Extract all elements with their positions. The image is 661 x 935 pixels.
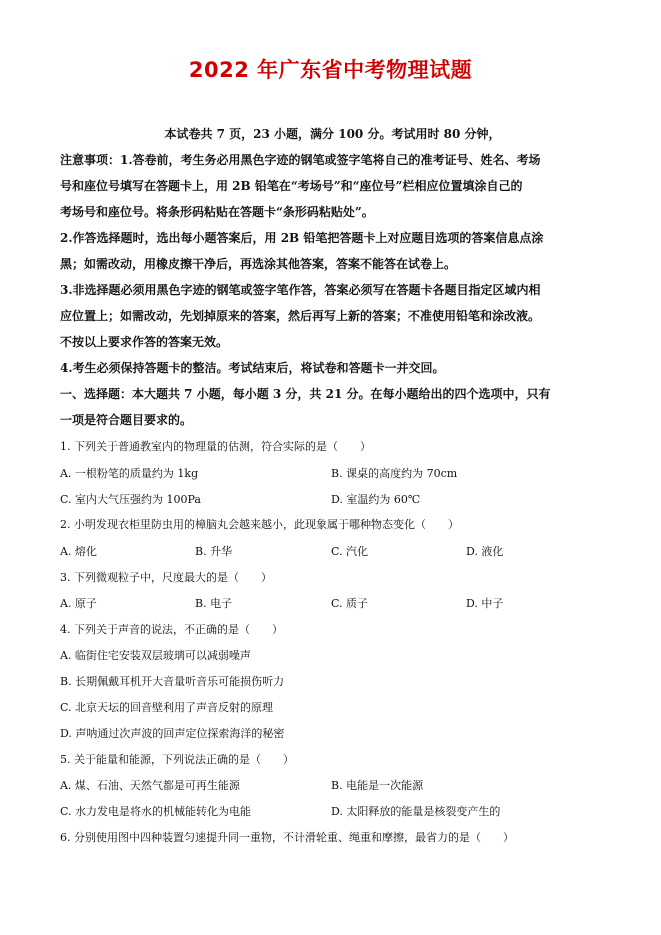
question-3-option-c: C. 质子 xyxy=(331,597,369,610)
question-2-option-c: C. 汽化 xyxy=(331,545,369,558)
notes-line-2: 号和座位号填写在答题卡上，用 2B 铅笔在“考场号”和“座位号”栏相应位置填涂自己的 xyxy=(60,179,523,193)
question-3-option-b: B. 电子 xyxy=(195,597,233,610)
question-1-option-b: B. 课桌的高度约为 70cm xyxy=(331,467,458,480)
notes-line-6: 3.非选择题必须用黑色字迹的钢笔或签字笔作答，答案必须写在答题卡各题目指定区域内相 xyxy=(60,283,541,297)
page-title: 2022 年广东省中考物理试题 xyxy=(188,58,473,82)
question-4-option-a: A. 临街住宅安装双层玻璃可以减弱噪声 xyxy=(60,649,251,662)
question-4-option-c: C. 北京天坛的回音壁利用了声音反射的原理 xyxy=(60,701,274,714)
notes-line-4: 2.作答选择题时，选出每小题答案后，用 2B 铅笔把答题卡上对应题目选项的答案信息点涂 xyxy=(60,231,544,245)
notes-line-8: 不按以上要求作答的答案无效。 xyxy=(60,335,229,349)
question-3-stem: 3. 下列微观粒子中，尺度最大的是（ ） xyxy=(60,571,272,584)
notes-line-3: 考场号和座位号。将条形码粘贴在答题卡“条形码粘贴处”。 xyxy=(60,205,374,219)
notes-line-7: 应位置上；如需改动，先划掉原来的答案，然后再写上新的答案；不准使用铅笔和涂改液。 xyxy=(60,309,541,323)
question-2-option-d: D. 液化 xyxy=(466,545,504,558)
notes-line-5: 黑；如需改动，用橡皮擦干净后，再选涂其他答案，答案不能答在试卷上。 xyxy=(60,257,457,271)
question-1-option-a: A. 一根粉笔的质量约为 1kg xyxy=(60,467,199,480)
question-4-option-b: B. 长期佩戴耳机开大音量听音乐可能损伤听力 xyxy=(60,675,285,688)
exam-intro: 本试卷共 7 页，23 小题，满分 100 分。考试用时 80 分钟， xyxy=(164,127,501,141)
question-5-option-a: A. 煤、石油、天然气都是可再生能源 xyxy=(60,779,240,792)
question-1-option-d: D. 室温约为 60℃ xyxy=(331,493,421,506)
question-6-stem: 6. 分别使用图中四种装置匀速提升同一重物，不计滑轮重、绳重和摩擦，最省力的是（ ） xyxy=(60,831,514,844)
notes-line-9: 4.考生必须保持答题卡的整洁。考试结束后，将试卷和答题卡一并交回。 xyxy=(60,361,445,375)
question-2-option-b: B. 升华 xyxy=(195,545,233,558)
question-5-option-d: D. 太阳释放的能量是核裂变产生的 xyxy=(331,805,501,818)
question-1-option-c: C. 室内大气压强约为 100Pa xyxy=(60,493,201,506)
question-5-option-c: C. 水力发电是将水的机械能转化为电能 xyxy=(60,805,252,818)
notes-line-1: 注意事项：1.答卷前，考生务必用黑色字迹的钢笔或签字笔将自己的准考证号、姓名、考场 xyxy=(60,153,541,167)
section-heading-line-2: 一项是符合题目要求的。 xyxy=(60,413,193,427)
question-2-option-a: A. 熔化 xyxy=(60,545,97,558)
question-3-option-d: D. 中子 xyxy=(466,597,504,610)
question-2-stem: 2. 小明发现衣柜里防虫用的樟脑丸会越来越小，此现象属于哪种物态变化（ ） xyxy=(60,518,459,531)
question-1-stem: 1. 下列关于普通教室内的物理量的估测，符合实际的是（ ） xyxy=(60,440,371,453)
question-5-option-b: B. 电能是一次能源 xyxy=(331,779,424,792)
question-3-option-a: A. 原子 xyxy=(60,597,97,610)
question-5-stem: 5. 关于能量和能源，下列说法正确的是（ ） xyxy=(60,753,294,766)
question-4-option-d: D. 声呐通过次声波的回声定位探索海洋的秘密 xyxy=(60,727,285,740)
section-heading-line-1: 一、选择题：本大题共 7 小题，每小题 3 分，共 21 分。在每小题给出的四个选项中，只有 xyxy=(60,387,551,401)
question-4-stem: 4. 下列关于声音的说法，不正确的是（ ） xyxy=(60,623,283,636)
